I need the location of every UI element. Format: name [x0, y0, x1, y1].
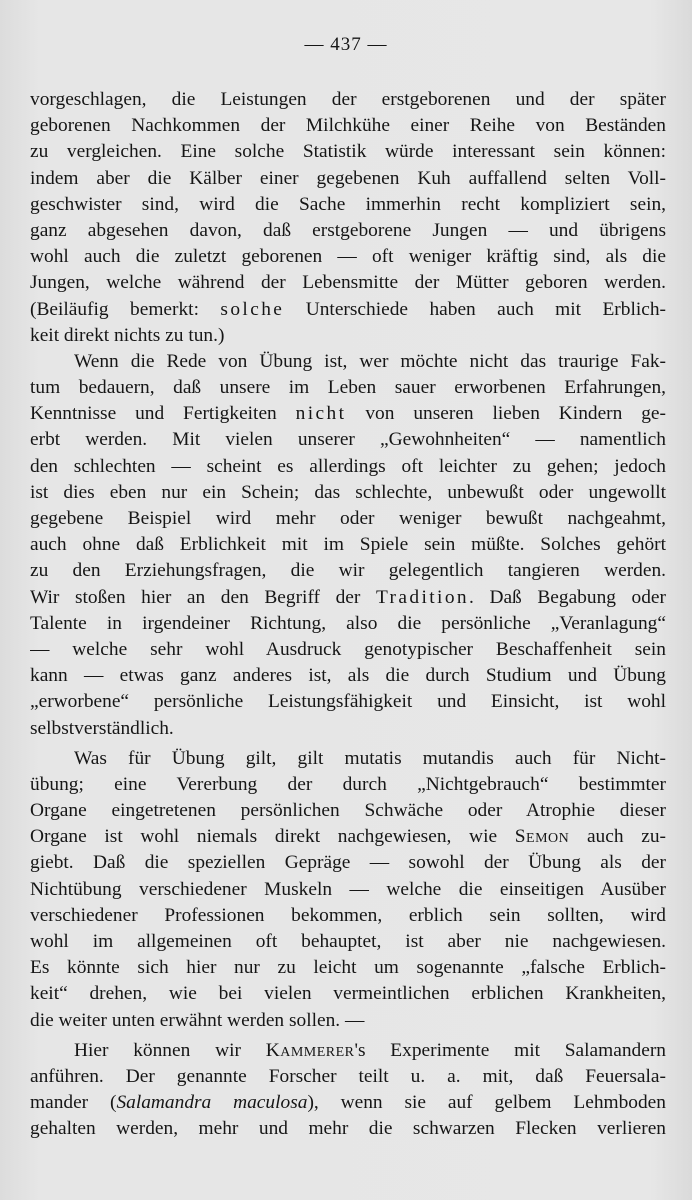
text-line: „erworbene“ persönliche Leistungsfähigkeit und Einsicht, ist wohl [30, 691, 666, 713]
body-text [30, 87, 666, 1143]
text-line: tum bedauern, daß unsere im Leben sauer erworbenen Erfahrungen, [30, 377, 666, 399]
text-line: übung; eine Vererbung der durch „Nichtgebrauch“ bestimmter [30, 773, 666, 795]
text-line: zu vergleichen. Eine solche Statistik würde interessant sein können: [30, 141, 666, 163]
text-line: ist dies eben nur ein Schein; das schlechte, unbewußt oder ungewollt [30, 481, 666, 503]
text-line: gehalten werden, mehr und mehr die schwarzen Flecken verlieren [30, 1118, 666, 1140]
text-line: geschwister sind, wird die Sache immerhin recht kompliziert sein, [30, 193, 666, 215]
text-line: vorgeschlagen, die Leistungen der erstgeborenen und der später [30, 89, 666, 110]
text-line: Organe eingetretenen persönlichen Schwäche oder Atrophie dieser [30, 800, 666, 822]
text-line: — welche sehr wohl Ausdruck genotypischer Beschaffenheit sein [30, 638, 666, 660]
text-line: auch ohne daß Erblichkeit mit im Spiele sein müßte. Solches gehört [30, 534, 666, 556]
text-line: anführen. Der genannte Forscher teilt u. a. mit, daß Feuersala- [30, 1065, 666, 1087]
text-line: selbstverständlich. [30, 717, 174, 739]
text-line: indem aber die Kälber einer gegebenen Kuh auffallend selten Voll- [30, 167, 666, 189]
text-line: kann — etwas ganz anderes ist, als die durch Studium und Übung [30, 665, 666, 687]
text-line: Es könnte sich hier nur zu leicht um sogenannte „falsche Erblich- [30, 957, 666, 979]
text-line: mander (Salamandra maculosa), wenn sie auf gelbem Lehmboden [30, 1092, 666, 1114]
paragraph-1 [30, 87, 666, 349]
text-line: wohl im allgemeinen oft behauptet, ist aber nie nachgewiesen. [30, 931, 666, 952]
text-line: (Beiläufig bemerkt: solche Unterschiede haben auch mit Erblich- [30, 298, 666, 320]
text-line: giebt. Daß die speziellen Gepräge — sowohl der Übung als der [30, 852, 666, 874]
text-line: Organe ist wohl niemals direkt nachgewiesen, wie Semon auch zu- [30, 826, 666, 848]
text-line: Jungen, welche während der Lebensmitte der Mütter geboren werden. [30, 272, 666, 294]
text-line: Wir stoßen hier an den Begriff der Tradition. Daß Begabung oder [30, 586, 666, 608]
text-line: die weiter unten erwähnt werden sollen. — [30, 1009, 365, 1031]
page-number: — 437 — [304, 34, 388, 55]
paragraph-3 [30, 746, 666, 1034]
text-line: Hier können wir Kammerer's Experimente mit Salamandern [74, 1039, 666, 1061]
text-line: keit direkt nichts zu tun.) [30, 324, 225, 346]
text-line: erbt werden. Mit vielen unserer „Gewohnheiten“ — namentlich [30, 429, 666, 451]
text-line: zu den Erziehungsfragen, die wir gelegentlich tangieren werden. [30, 560, 666, 582]
text-line: Talente in irgendeiner Richtung, also die persönliche „Veranlagung“ [30, 612, 666, 634]
text-line: ganz abgesehen davon, daß erstgeborene Jungen — und übrigens [30, 219, 666, 241]
text-line: den schlechten — scheint es allerdings oft leichter zu gehen; jedoch [30, 455, 666, 477]
text-line: Was für Übung gilt, gilt mutatis mutandis auch für Nicht- [74, 747, 666, 769]
paragraph-2 [30, 349, 666, 742]
text-line: wohl auch die zuletzt geborenen — oft weniger kräftig sind, als die [30, 246, 666, 268]
paragraph-4 [30, 1038, 666, 1143]
text-line: geborenen Nachkommen der Milchkühe einer Reihe von Beständen [30, 115, 666, 137]
text-line: Kenntnisse und Fertigkeiten nicht von unseren lieben Kindern ge- [30, 403, 666, 425]
text-line: Nichtübung verschiedener Muskeln — welche die einseitigen Ausüber [30, 878, 666, 900]
text-line: verschiedener Professionen bekommen, erblich sein sollten, wird [30, 904, 666, 926]
text-line: gegebene Beispiel wird mehr oder weniger bewußt nachgeahmt, [30, 508, 666, 529]
text-line: Wenn die Rede von Übung ist, wer möchte nicht das traurige Fak- [74, 350, 666, 372]
text-line: keit“ drehen, wie bei vielen vermeintlichen erblichen Krankheiten, [30, 983, 666, 1005]
